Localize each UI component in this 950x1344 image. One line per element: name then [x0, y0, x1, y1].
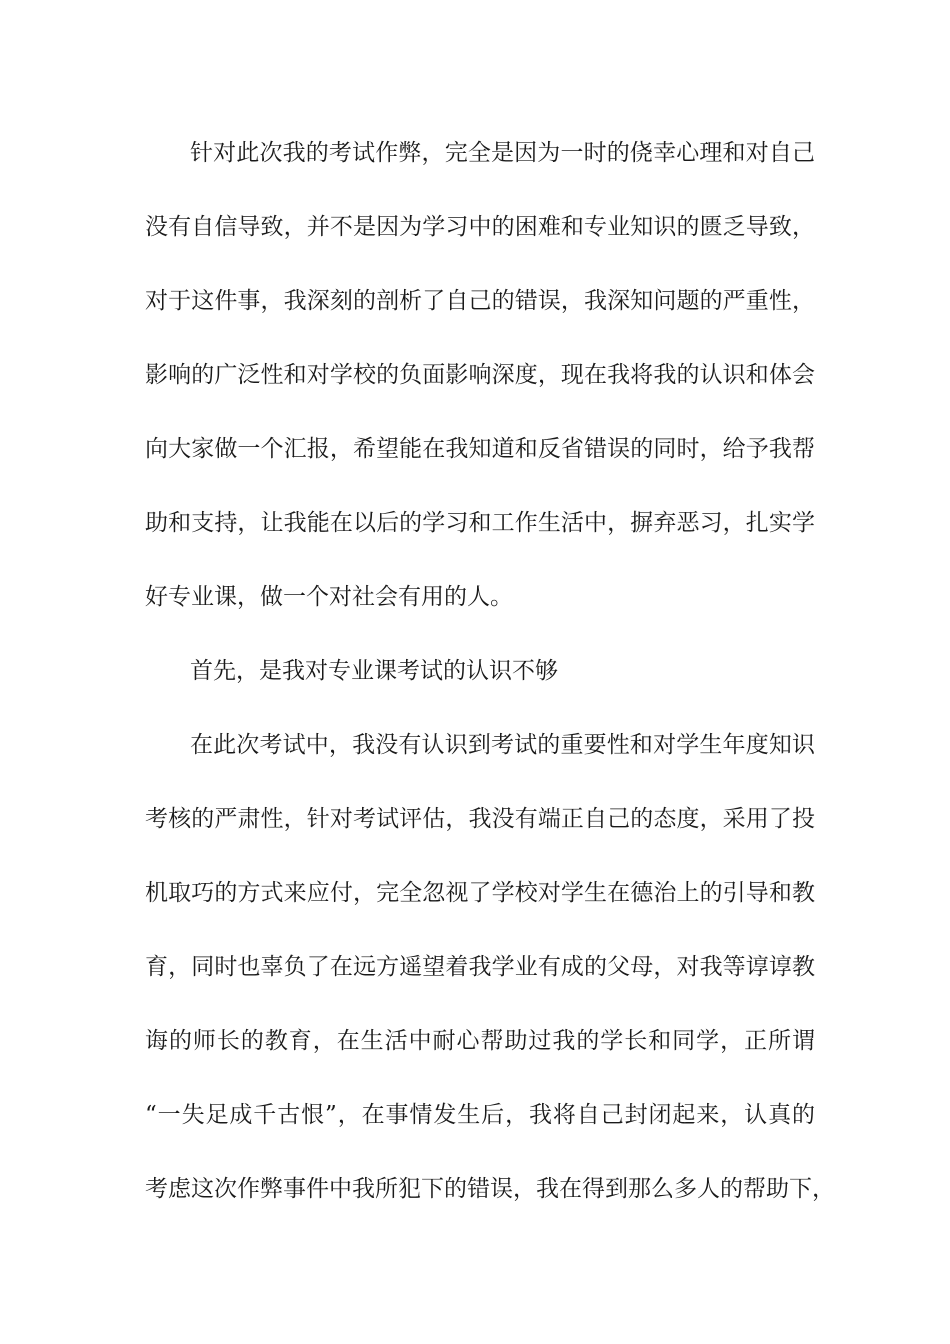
paragraph-1-line-4: 影响的广泛性和对学校的负面影响深度，现在我将我的认识和体会: [145, 362, 815, 388]
paragraph-3-line-5: 诲的师长的教育，在生活中耐心帮助过我的学长和同学，正所谓: [145, 1028, 815, 1054]
paragraph-1-line-7: 好专业课，做一个对社会有用的人。: [145, 584, 513, 610]
section-heading: 首先，是我对专业课考试的认识不够: [190, 658, 558, 684]
paragraph-3-line-1: 在此次考试中，我没有认识到考试的重要性和对学生年度知识: [190, 732, 815, 758]
paragraph-1-line-5: 向大家做一个汇报，希望能在我知道和反省错误的同时，给予我帮: [145, 436, 815, 462]
paragraph-3-line-6: “一失足成千古恨”，在事情发生后，我将自己封闭起来，认真的: [145, 1102, 815, 1128]
paragraph-1-line-1: 针对此次我的考试作弊，完全是因为一时的侥幸心理和对自己: [190, 140, 815, 166]
paragraph-3-line-3: 机取巧的方式来应付，完全忽视了学校对学生在德治上的引导和教: [145, 880, 815, 906]
paragraph-1-line-2: 没有自信导致，并不是因为学习中的困难和专业知识的匮乏导致，: [145, 214, 815, 240]
paragraph-1-line-3: 对于这件事，我深刻的剖析了自己的错误，我深知问题的严重性，: [145, 288, 815, 314]
paragraph-1-line-6: 助和支持，让我能在以后的学习和工作生活中，摒弃恶习，扎实学: [145, 510, 815, 536]
paragraph-3-line-7: 考虑这次作弊事件中我所犯下的错误，我在得到那么多人的帮助下，: [145, 1176, 835, 1202]
paragraph-3-line-4: 育，同时也辜负了在远方遥望着我学业有成的父母，对我等谆谆教: [145, 954, 815, 980]
paragraph-3-line-2: 考核的严肃性，针对考试评估，我没有端正自己的态度，采用了投: [145, 806, 815, 832]
